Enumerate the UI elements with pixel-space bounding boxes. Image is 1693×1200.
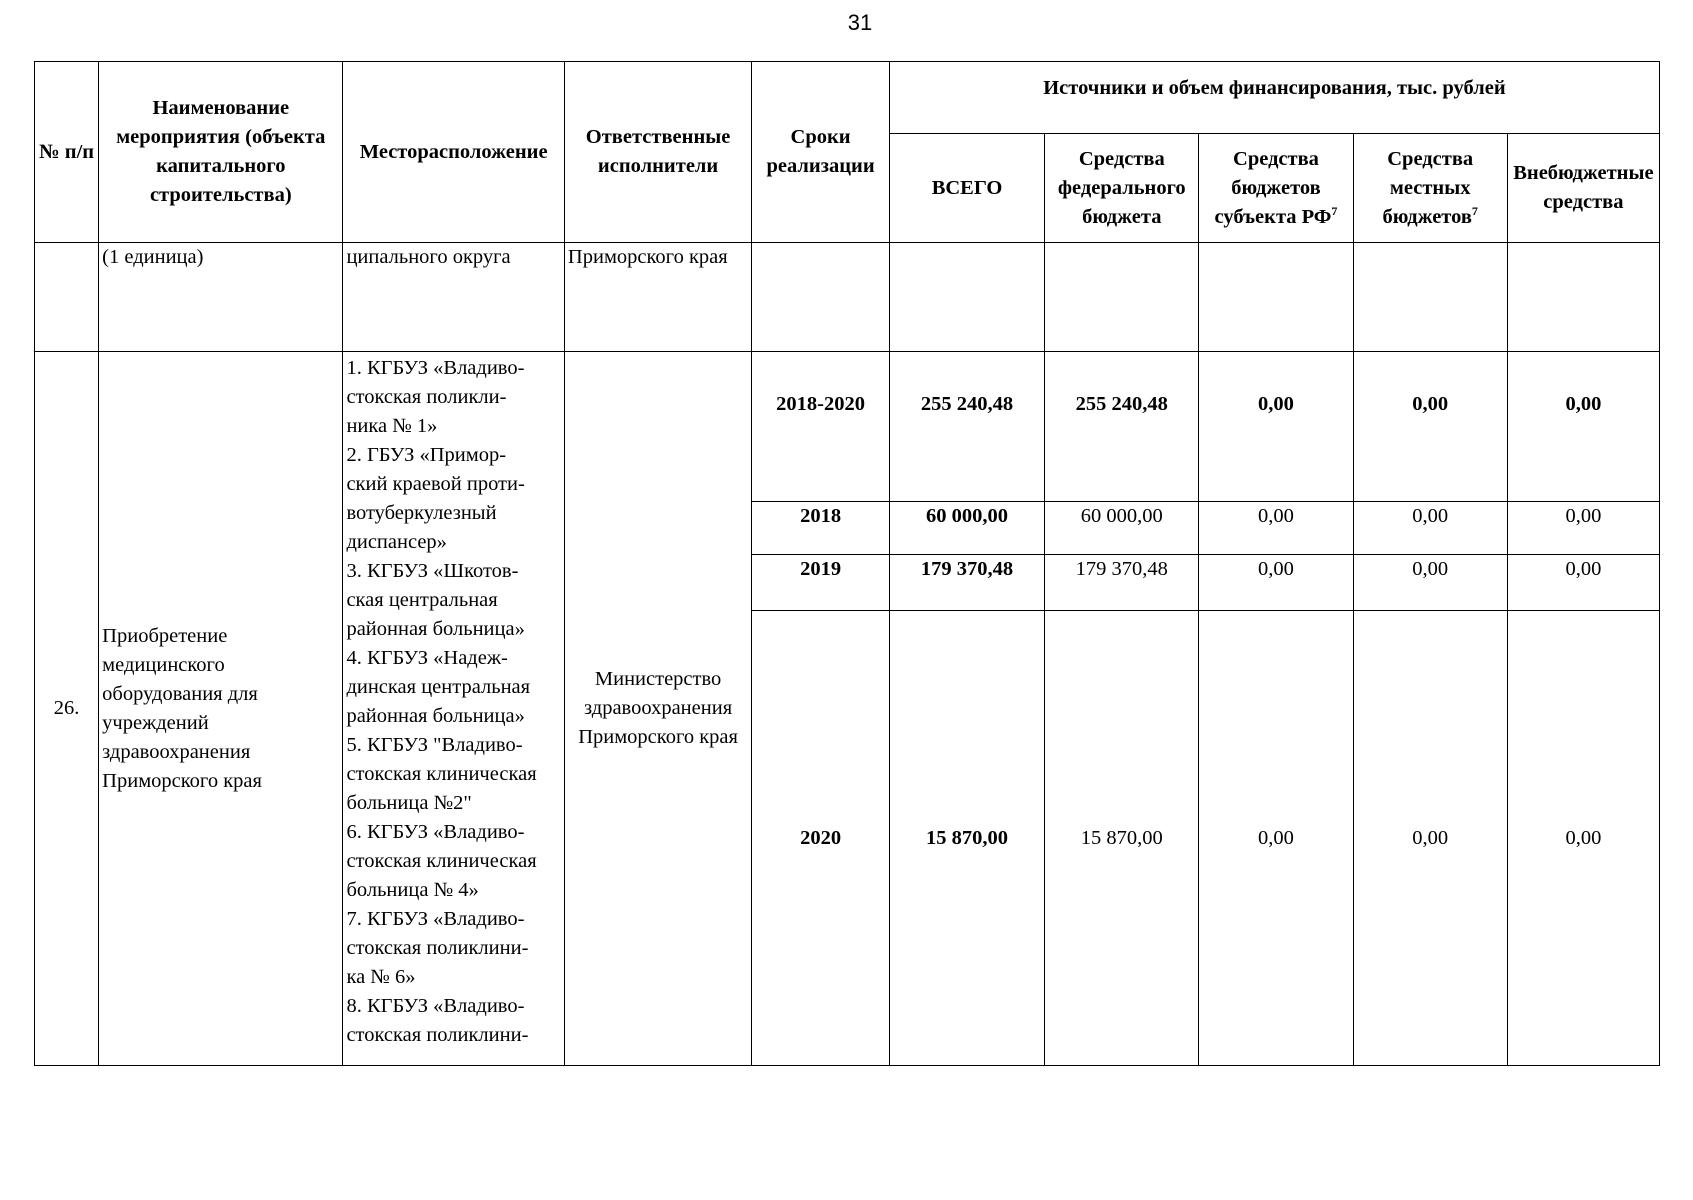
item-responsible: Министерство здравоохранения Приморского края	[564, 352, 751, 1066]
period-cell: 2020	[752, 611, 890, 1066]
location-line: 3. КГБУЗ «Шкотов-	[346, 560, 519, 582]
location-line: стокская поликлини-	[346, 1024, 529, 1046]
local-cell: 0,00	[1353, 502, 1507, 555]
location-line: стокская поликлини-	[346, 937, 529, 959]
location-line: 2. ГБУЗ «Примор-	[346, 444, 507, 466]
location-line: больница №2"	[346, 792, 472, 814]
continued-location: ципального округа	[343, 243, 564, 352]
continued-subject	[1199, 243, 1353, 352]
total-cell: 179 370,48	[889, 555, 1044, 611]
header-federal: Средства федерального бюджета	[1045, 134, 1199, 243]
subject-cell: 0,00	[1199, 502, 1353, 555]
location-line: ская центральная	[346, 589, 498, 611]
header-responsible: Ответственные исполнители	[564, 62, 751, 243]
financing-table	[34, 61, 1660, 1066]
header-local	[1353, 134, 1507, 243]
item-location	[343, 352, 564, 1066]
period-cell: 2018	[752, 502, 890, 555]
header-total: ВСЕГО	[889, 134, 1044, 243]
offbudget-cell: 0,00	[1507, 502, 1659, 555]
header-num: № п/п	[35, 62, 99, 243]
location-line: ка № 6»	[346, 966, 416, 988]
item-row-total	[35, 352, 1660, 502]
location-line: вотуберкулезный	[346, 502, 497, 524]
location-line: ский краевой проти-	[346, 473, 525, 495]
continued-row	[35, 243, 1660, 352]
local-cell: 0,00	[1353, 352, 1507, 502]
continued-responsible: Приморского края	[564, 243, 751, 352]
total-cell: 15 870,00	[889, 611, 1044, 1066]
local-cell: 0,00	[1353, 611, 1507, 1066]
total-cell: 255 240,48	[889, 352, 1044, 502]
header-funding-group: Источники и объем финансирования, тыс. рублей	[889, 62, 1659, 134]
location-line: районная больница»	[346, 618, 525, 640]
header-subject	[1199, 134, 1353, 243]
location-line: диспансер»	[346, 531, 447, 553]
federal-cell: 255 240,48	[1045, 352, 1199, 502]
federal-cell: 15 870,00	[1045, 611, 1199, 1066]
total-cell: 60 000,00	[889, 502, 1044, 555]
header-subject-label: Средства бюджетов субъекта РФ	[1214, 147, 1332, 228]
offbudget-cell: 0,00	[1507, 611, 1659, 1066]
continued-num	[35, 243, 99, 352]
header-local-label: Средства местных бюджетов	[1382, 147, 1474, 228]
location-line: 5. КГБУЗ "Владиво-	[346, 734, 523, 756]
location-line: ника № 1»	[346, 415, 438, 437]
offbudget-cell: 0,00	[1507, 352, 1659, 502]
location-line: 4. КГБУЗ «Надеж-	[346, 647, 508, 669]
header-name: Наименование мероприятия (объекта капитального строительства)	[99, 62, 343, 243]
location-line: 6. КГБУЗ «Владиво-	[346, 821, 525, 843]
header-local-footnote: 7	[1471, 203, 1478, 218]
federal-cell: 179 370,48	[1045, 555, 1199, 611]
offbudget-cell: 0,00	[1507, 555, 1659, 611]
location-line: стокская клиническая	[346, 850, 537, 872]
location-line: районная больница»	[346, 705, 525, 727]
continued-period	[752, 243, 890, 352]
location-line: стокская клиническая	[346, 763, 537, 785]
location-line: больница № 4»	[346, 879, 479, 901]
federal-cell: 60 000,00	[1045, 502, 1199, 555]
period-cell: 2019	[752, 555, 890, 611]
continued-federal	[1045, 243, 1199, 352]
period-cell: 2018-2020	[752, 352, 890, 502]
continued-name: (1 единица)	[99, 243, 343, 352]
page-number: 31	[847, 10, 873, 35]
header-offbudget: Внебюджетные средства	[1507, 134, 1659, 243]
item-name: Приобретение медицинского оборудования для учреждений здравоохранения Приморского края	[99, 352, 343, 1066]
location-line: 7. КГБУЗ «Владиво-	[346, 908, 525, 930]
header-subject-footnote: 7	[1331, 203, 1338, 218]
continued-offbudget	[1507, 243, 1659, 352]
item-num: 26.	[35, 352, 99, 1066]
subject-cell: 0,00	[1199, 611, 1353, 1066]
location-line: динская центральная	[346, 676, 531, 698]
local-cell: 0,00	[1353, 555, 1507, 611]
continued-total	[889, 243, 1044, 352]
item-location-list	[346, 354, 560, 1050]
header-period: Сроки реализации	[752, 62, 890, 243]
subject-cell: 0,00	[1199, 352, 1353, 502]
location-line: 8. КГБУЗ «Владиво-	[346, 995, 525, 1017]
header-location: Месторасположение	[343, 62, 564, 243]
location-line: стокская поликли-	[346, 386, 507, 408]
location-line: 1. КГБУЗ «Владиво-	[346, 357, 525, 379]
continued-local	[1353, 243, 1507, 352]
subject-cell: 0,00	[1199, 555, 1353, 611]
